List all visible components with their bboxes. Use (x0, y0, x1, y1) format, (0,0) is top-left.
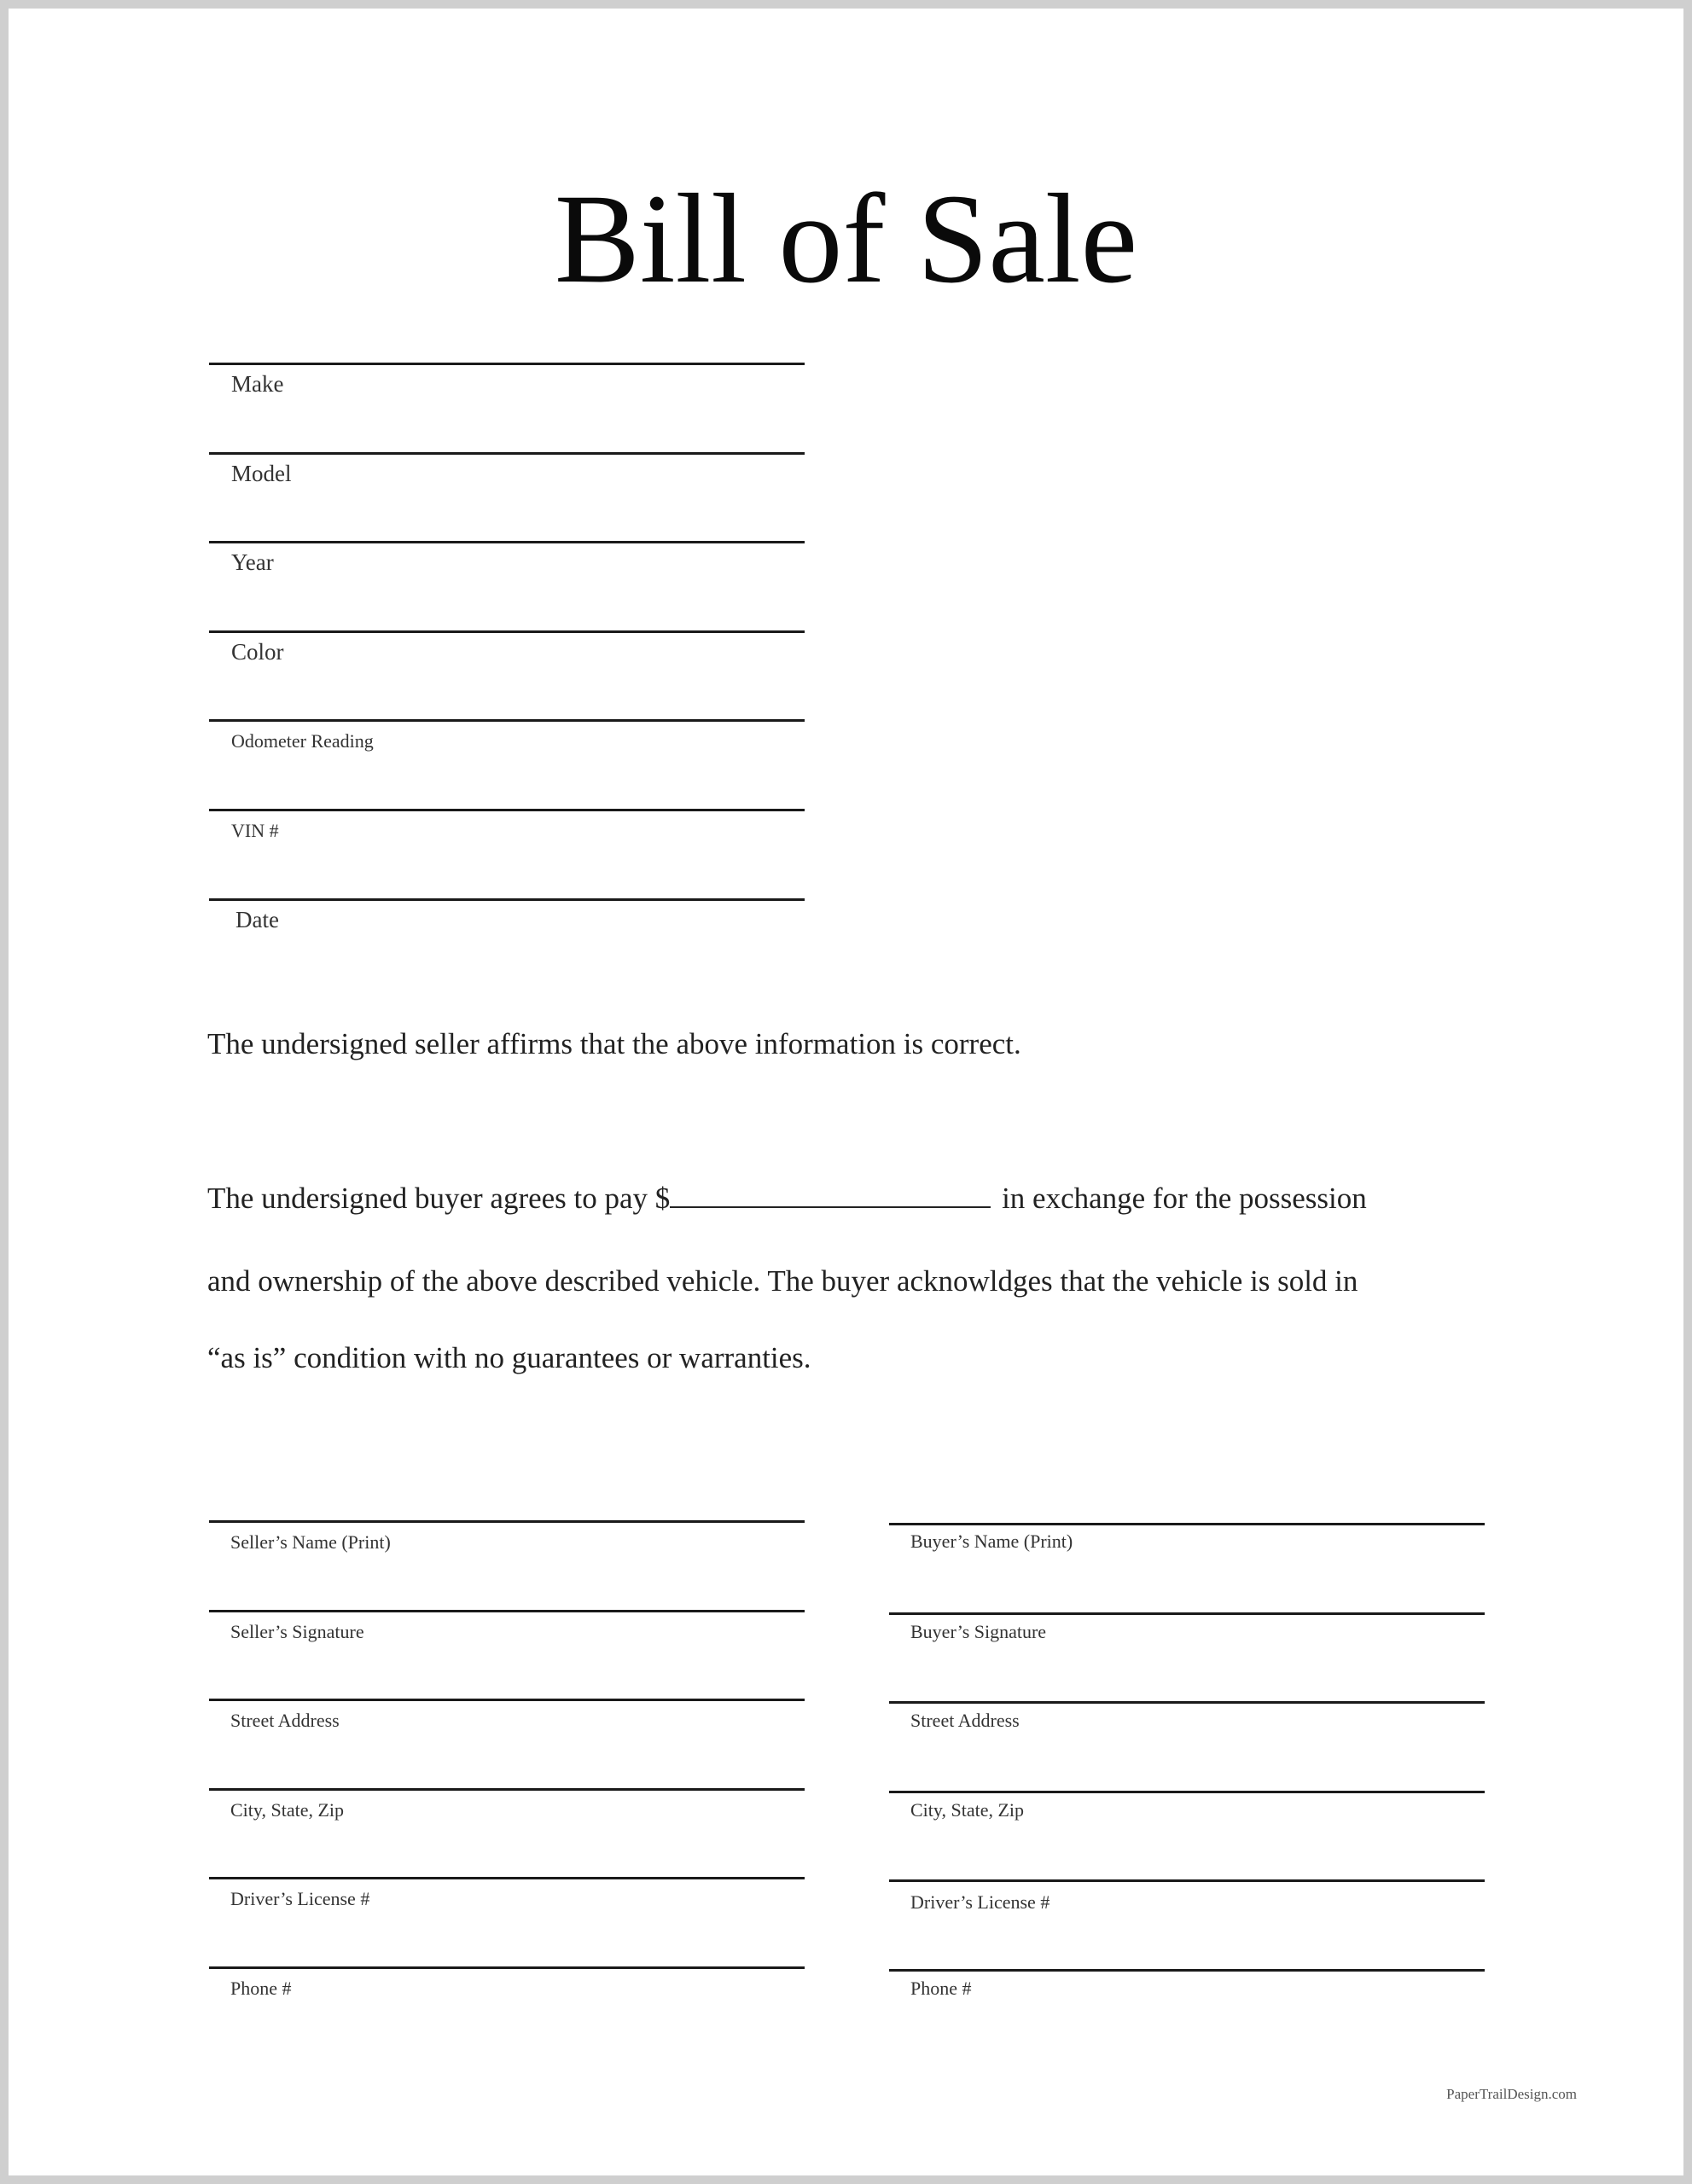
seller-city-field[interactable] (209, 1788, 805, 1848)
buyer-agreement-line-3: “as is” condition with no guarantees or warranties. (207, 1341, 811, 1374)
date-field[interactable] (209, 898, 805, 958)
seller-city-line (209, 1788, 805, 1791)
model-line (209, 452, 805, 455)
make-line (209, 363, 805, 365)
make-field[interactable] (209, 363, 805, 422)
buyer-agreement-part-1: The undersigned buyer agrees to pay $ (207, 1182, 671, 1215)
seller-phone-field[interactable] (209, 1966, 805, 2026)
bill-of-sale-page (9, 9, 1683, 2175)
odometer-label: Odometer Reading (231, 730, 374, 752)
seller-phone-label: Phone # (230, 1978, 292, 1999)
year-label: Year (231, 549, 274, 575)
vin-label: VIN # (231, 820, 279, 841)
year-field[interactable] (209, 541, 805, 601)
buyer-name-line (889, 1523, 1485, 1525)
color-line (209, 630, 805, 633)
buyer-name-field[interactable] (889, 1523, 1485, 1583)
date-line (209, 898, 805, 901)
seller-name-field[interactable] (209, 1520, 805, 1580)
model-field[interactable] (209, 452, 805, 512)
seller-street-line (209, 1699, 805, 1701)
color-field[interactable] (209, 630, 805, 690)
vin-field[interactable] (209, 809, 805, 868)
seller-name-label: Seller’s Name (Print) (230, 1531, 391, 1553)
seller-signature-label: Seller’s Signature (230, 1621, 364, 1642)
buyer-signature-line (889, 1612, 1485, 1615)
buyer-license-label: Driver’s License # (910, 1891, 1050, 1913)
seller-affirmation-text: The undersigned seller affirms that the above information is correct. (207, 1027, 1021, 1060)
buyer-phone-line (889, 1969, 1485, 1972)
odometer-field[interactable] (209, 719, 805, 779)
buyer-agreement-line-1 (207, 1181, 1367, 1216)
buyer-license-field[interactable] (889, 1879, 1485, 1939)
buyer-city-field[interactable] (889, 1791, 1485, 1850)
page-title: Bill of Sale (554, 168, 1138, 310)
buyer-license-line (889, 1879, 1485, 1882)
buyer-street-field[interactable] (889, 1701, 1485, 1761)
buyer-phone-label: Phone # (910, 1978, 972, 1999)
make-label: Make (231, 371, 284, 397)
year-line (209, 541, 805, 543)
buyer-agreement-part-2: in exchange for the possession (1002, 1182, 1367, 1215)
seller-city-label: City, State, Zip (230, 1799, 345, 1821)
buyer-phone-field[interactable] (889, 1969, 1485, 2029)
model-label: Model (231, 461, 292, 486)
buyer-name-label: Buyer’s Name (Print) (910, 1531, 1073, 1552)
price-blank[interactable] (670, 1181, 991, 1208)
seller-license-field[interactable] (209, 1877, 805, 1937)
color-label: Color (231, 639, 284, 665)
seller-street-label: Street Address (230, 1710, 340, 1731)
buyer-agreement-line-2: and ownership of the above described vehicle. The buyer acknowldges that the vehicle is sold in (207, 1264, 1358, 1298)
buyer-city-line (889, 1791, 1485, 1793)
seller-phone-line (209, 1966, 805, 1969)
date-label: Date (235, 907, 279, 932)
buyer-signature-label: Buyer’s Signature (910, 1621, 1047, 1642)
seller-signature-field[interactable] (209, 1610, 805, 1670)
seller-license-label: Driver’s License # (230, 1888, 370, 1909)
odometer-line (209, 719, 805, 722)
seller-name-line (209, 1520, 805, 1523)
seller-street-field[interactable] (209, 1699, 805, 1758)
vin-line (209, 809, 805, 811)
buyer-signature-field[interactable] (889, 1612, 1485, 1672)
buyer-city-label: City, State, Zip (910, 1799, 1025, 1821)
seller-license-line (209, 1877, 805, 1879)
seller-signature-line (209, 1610, 805, 1612)
buyer-street-label: Street Address (910, 1710, 1020, 1731)
buyer-street-line (889, 1701, 1485, 1704)
site-credit: PaperTrailDesign.com (1446, 2086, 1577, 2102)
